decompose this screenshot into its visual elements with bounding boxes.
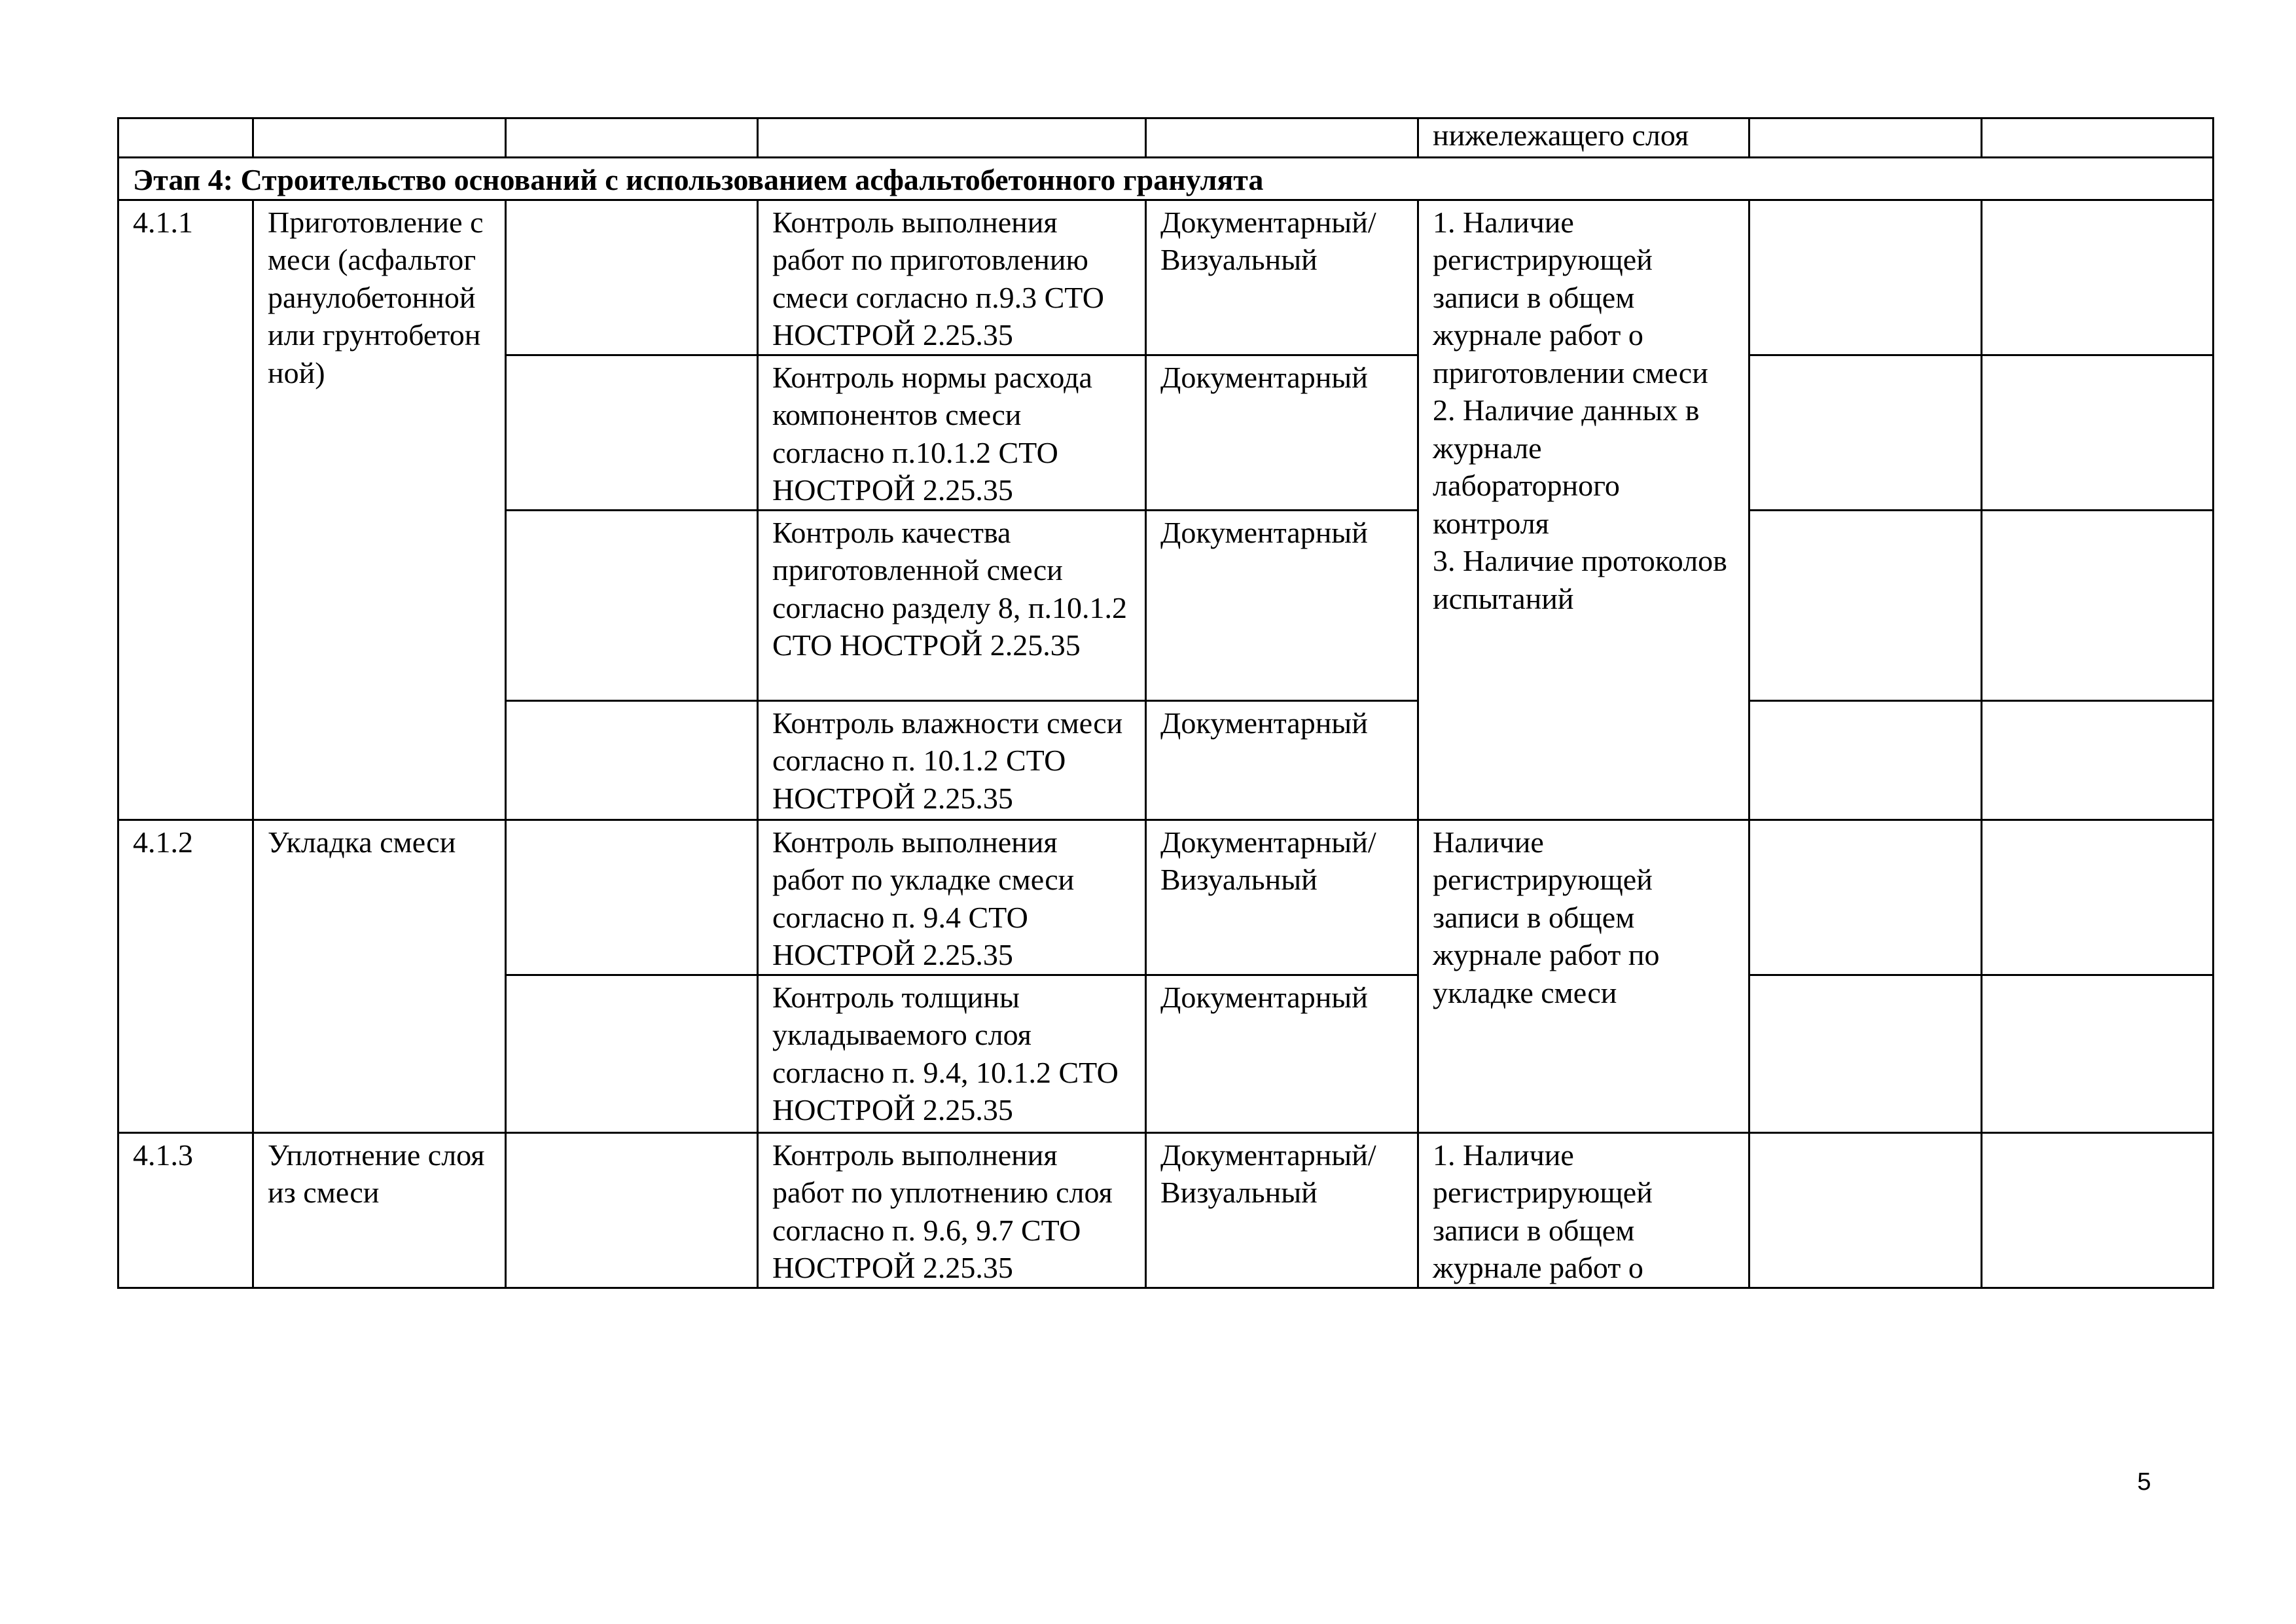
control-cell: Контроль выполнения работ по укладке смеси согласно п. 9.4 СТО НОСТРОЙ 2.25.35 <box>758 820 1146 975</box>
table-cell <box>1982 700 2214 820</box>
control-cell: Контроль качества приготовленной смеси согласно разделу 8, п.10.1.2 СТО НОСТРОЙ 2.25.35 <box>758 510 1146 700</box>
method-cell: Документарный <box>1146 355 1418 510</box>
control-cell: Контроль толщины укладываемого слоя согласно п. 9.4, 10.1.2 СТО НОСТРОЙ 2.25.35 <box>758 975 1146 1132</box>
table-cell <box>506 975 758 1132</box>
table-row <box>118 200 2214 355</box>
item-number: 4.1.2 <box>118 820 253 1132</box>
result-cell: 1. Наличие регистрирующей записи в общем журнале работ о приготовлении смеси 2. Наличие данных в журнале лабораторного контроля 3. Наличие протоколов испытаний <box>1418 200 1749 820</box>
table-row <box>118 820 2214 975</box>
table-cell <box>1749 118 1982 158</box>
table-cell <box>1749 975 1982 1132</box>
table-cell <box>1982 200 2214 355</box>
stage-header-row <box>118 158 2214 200</box>
table-cell <box>506 510 758 700</box>
control-table <box>117 117 2214 1289</box>
table-cell <box>1749 510 1982 700</box>
work-name: Укладка смеси <box>253 820 506 1132</box>
method-cell: Документарный/ Визуальный <box>1146 200 1418 355</box>
method-cell: Документарный/ Визуальный <box>1146 1132 1418 1288</box>
table-cell <box>1982 1132 2214 1288</box>
table-cell <box>758 118 1146 158</box>
table-cell <box>253 118 506 158</box>
result-cell: Наличие регистрирующей записи в общем журнале работ по укладке смеси <box>1418 820 1749 1132</box>
table-cell <box>1749 700 1982 820</box>
item-number: 4.1.1 <box>118 200 253 820</box>
table-cell <box>1982 510 2214 700</box>
control-cell: Контроль влажности смеси согласно п. 10.1.2 СТО НОСТРОЙ 2.25.35 <box>758 700 1146 820</box>
control-cell: Контроль выполнения работ по приготовлению смеси согласно п.9.3 СТО НОСТРОЙ 2.25.35 <box>758 200 1146 355</box>
work-name: Приготовление смеси (асфальтогранулобетонной или грунтобетонной) <box>253 200 506 820</box>
table-cell <box>1146 118 1418 158</box>
table-cell <box>506 355 758 510</box>
continuation-row <box>118 118 2214 158</box>
result-cell: нижележащего слоя <box>1418 118 1749 158</box>
table-cell <box>1749 355 1982 510</box>
method-cell: Документарный <box>1146 700 1418 820</box>
table-row <box>118 1132 2214 1288</box>
table-cell <box>1749 820 1982 975</box>
table-cell <box>1749 1132 1982 1288</box>
method-cell: Документарный/ Визуальный <box>1146 820 1418 975</box>
control-cell: Контроль нормы расхода компонентов смеси согласно п.10.1.2 СТО НОСТРОЙ 2.25.35 <box>758 355 1146 510</box>
page-number: 5 <box>2137 1468 2151 1496</box>
table-cell <box>1749 200 1982 355</box>
stage-title: Этап 4: Строительство оснований с использованием асфальтобетонного гранулята <box>118 158 2214 200</box>
item-number: 4.1.3 <box>118 1132 253 1288</box>
table-cell <box>506 118 758 158</box>
table-cell <box>1982 355 2214 510</box>
table-cell <box>118 118 253 158</box>
result-cell: 1. Наличие регистрирующей записи в общем журнале работ о <box>1418 1132 1749 1288</box>
table-cell <box>1982 820 2214 975</box>
work-name: Уплотнение слоя из смеси <box>253 1132 506 1288</box>
table-cell <box>1982 118 2214 158</box>
method-cell: Документарный <box>1146 510 1418 700</box>
table-cell <box>506 200 758 355</box>
table-cell <box>506 700 758 820</box>
table-cell <box>506 820 758 975</box>
table-cell <box>506 1132 758 1288</box>
method-cell: Документарный <box>1146 975 1418 1132</box>
control-cell: Контроль выполнения работ по уплотнению слоя согласно п. 9.6, 9.7 СТО НОСТРОЙ 2.25.35 <box>758 1132 1146 1288</box>
table-cell <box>1982 975 2214 1132</box>
